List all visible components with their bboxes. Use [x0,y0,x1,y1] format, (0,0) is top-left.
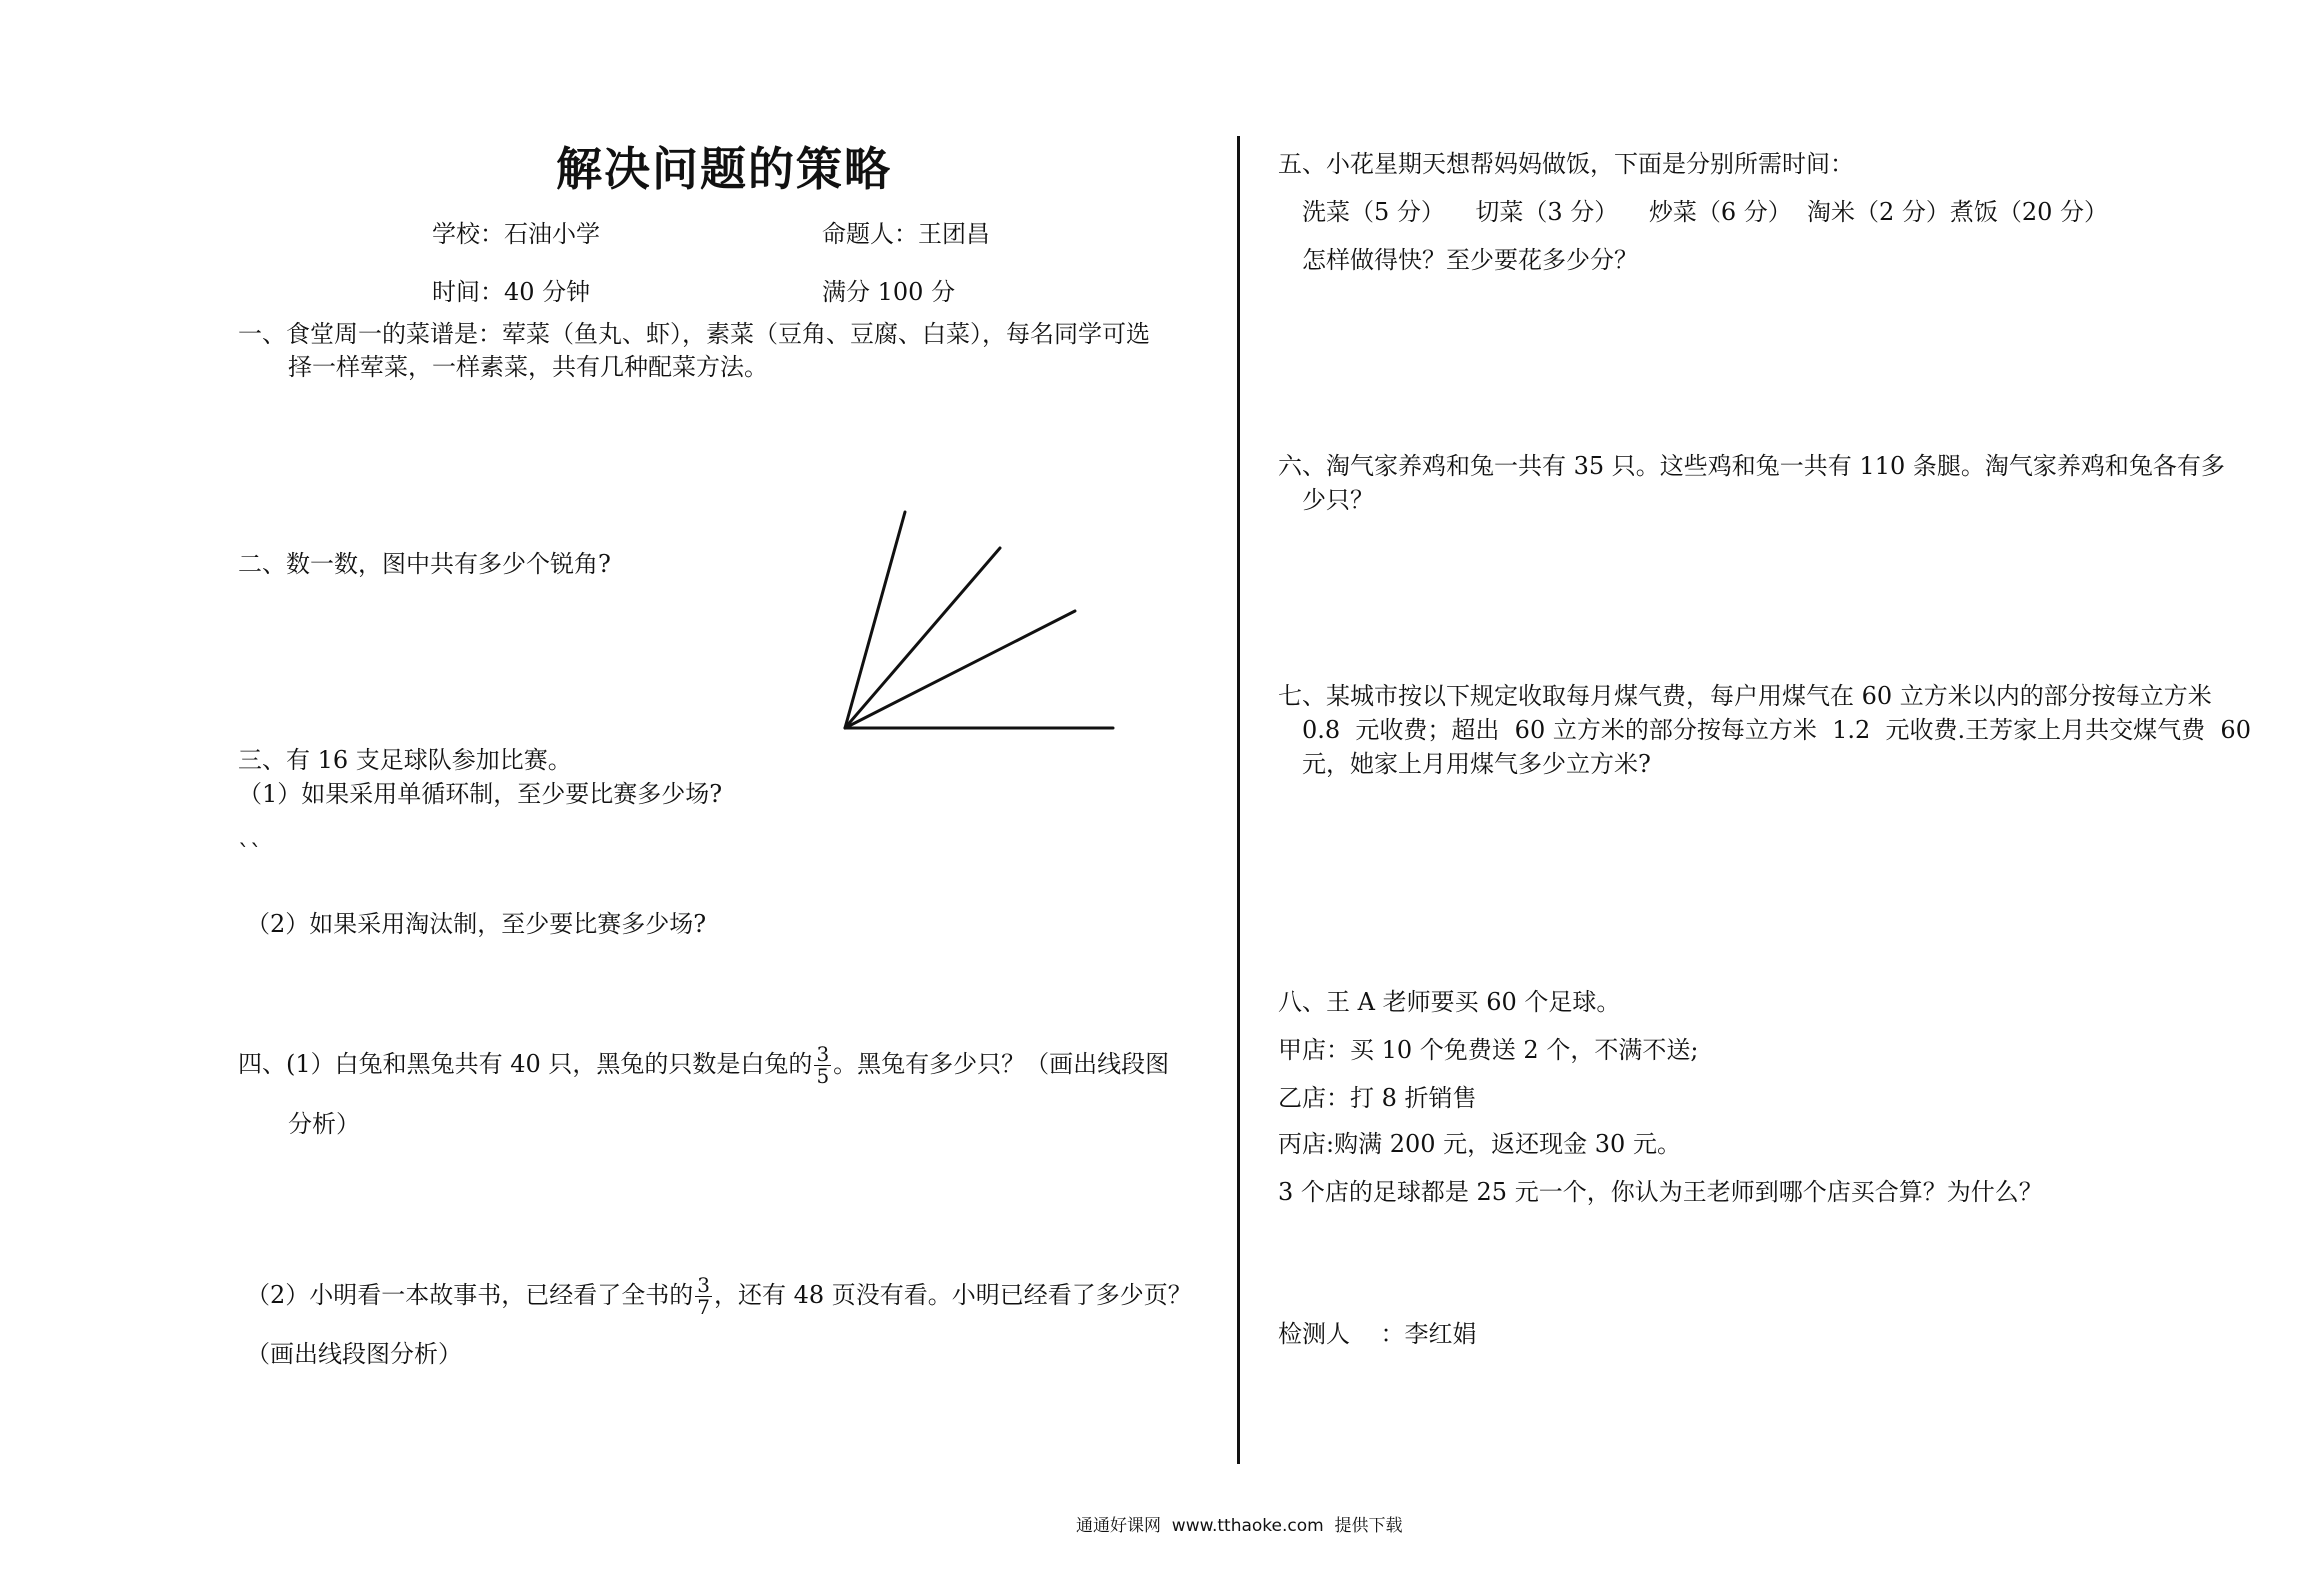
question-4-part-2-text-b: ，还有 48 页没有看。小明已经看了多少页？ [714,1281,1192,1309]
question-1-line-2: 择一样荤菜，一样素菜，共有几种配菜方法。 [288,353,768,381]
question-7-line-3: 元，她家上月用煤气多少立方米? [1302,750,1651,778]
question-5-ask: 怎样做得快？至少要花多少分？ [1302,246,1638,274]
question-2: 二、数一数，图中共有多少个锐角? [238,550,611,578]
author-label: 命题人：王团昌 [822,220,990,248]
ray-3 [845,611,1075,728]
ray-2 [845,548,1000,728]
stray-mark: `` [238,840,262,868]
question-4-part-2-line-2: （画出线段图分析） [246,1340,462,1368]
question-3-part-2: （2）如果采用淘汰制，至少要比赛多少场? [246,910,707,938]
question-5-items: 洗菜（5 分） 切菜（3 分） 炒菜（6 分） 淘米（2 分）煮饭（20 分） [1302,198,2109,226]
score-label: 满分 100 分 [822,278,956,306]
question-7-line-2: 0.8 元收费；超出 60 立方米的部分按每立方米 1.2 元收费.王芳家上月共交煤气费 60 [1302,716,2251,744]
fraction-three-sevenths [695,1275,712,1318]
page-title: 解决问题的策略 [556,142,892,196]
question-8-ask: 3 个店的足球都是 25 元一个，你认为王老师到哪个店买合算？为什么？ [1278,1178,2043,1206]
question-7-line-1: 七、某城市按以下规定收取每月煤气费，每户用煤气在 60 立方米以内的部分按每立方米 [1278,682,2212,710]
footer-credit: 通通好课网 www.tthaoke.com 提供下载 [1076,1516,1403,1536]
question-6-line-2: 少只？ [1302,486,1374,514]
question-4-part-2-line-1 [246,1275,1192,1318]
fraction-numerator: 3 [816,1042,830,1066]
school-label: 学校：石油小学 [432,220,600,248]
question-4-part-2-text-a: （2）小明看一本故事书，已经看了全书的 [246,1281,694,1309]
question-4-part-1-text-a: 四、(1）白兔和黑兔共有 40 只，黑兔的只数是白兔的 [238,1050,813,1078]
question-4-part-1-line-2: 分析） [288,1110,360,1138]
question-4-part-1-line-1 [238,1044,1169,1087]
question-3: 三、有 16 支足球队参加比赛。 [238,746,572,774]
question-1-line-1: 一、食堂周一的菜谱是：荤菜（鱼丸、虾），素菜（豆角、豆腐、白菜），每名同学可选 [238,320,1150,348]
shop-b: 乙店：打 8 折销售 [1278,1084,1477,1112]
fraction-three-fifths [814,1044,831,1087]
ray-1 [845,512,905,728]
column-divider [1237,136,1240,1464]
question-3-part-1: （1）如果采用单循环制，至少要比赛多少场? [238,780,723,808]
fraction-denominator: 7 [697,1295,711,1319]
fraction-numerator: 3 [697,1273,711,1297]
question-8: 八、王 A 老师要买 60 个足球。 [1278,988,1621,1016]
question-5: 五、小花星期天想帮妈妈做饭，下面是分别所需时间： [1278,150,1854,178]
question-4-part-1-text-b: 。黑兔有多少只？（画出线段图 [833,1050,1170,1078]
shop-a: 甲店：买 10 个免费送 2 个，不满不送; [1278,1036,1699,1064]
question-6-line-1: 六、淘气家养鸡和兔一共有 35 只。这些鸡和兔一共有 110 条腿。淘气家养鸡和兔各有多 [1278,452,2225,480]
time-label: 时间：40 分钟 [432,278,591,306]
fraction-denominator: 5 [816,1064,830,1088]
shop-c: 丙店:购满 200 元，返还现金 30 元。 [1278,1130,1681,1158]
checker-label: 检测人 ：李红娟 [1278,1320,1477,1348]
